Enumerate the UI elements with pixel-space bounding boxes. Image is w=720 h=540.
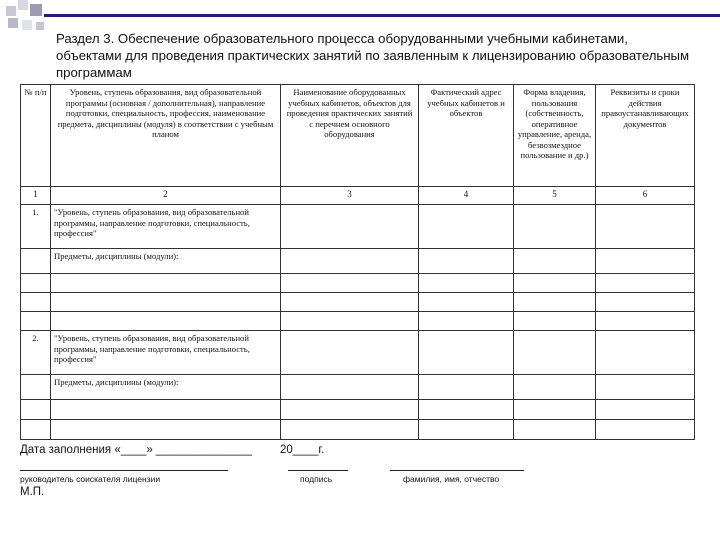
empty-cell xyxy=(419,420,514,440)
header-address: Фактический адрес учебных кабинетов и объектов xyxy=(419,85,514,187)
empty-cell xyxy=(419,293,514,312)
equipment-table xyxy=(20,84,695,440)
empty-cell xyxy=(51,400,281,420)
column-number: 2 xyxy=(51,187,281,205)
empty-cell xyxy=(514,312,596,331)
empty-cell xyxy=(281,375,419,400)
table-header-row xyxy=(21,85,695,187)
empty-cell xyxy=(281,420,419,440)
table-row xyxy=(21,293,695,312)
head-caption: руководитель соискателя лицензии xyxy=(20,474,161,484)
empty-cell xyxy=(419,274,514,293)
empty-cell xyxy=(596,331,695,375)
empty-cell xyxy=(514,274,596,293)
empty-cell xyxy=(281,400,419,420)
empty-cell xyxy=(514,249,596,274)
empty-cell xyxy=(21,293,51,312)
column-number: 5 xyxy=(514,187,596,205)
empty-cell xyxy=(419,205,514,249)
table-row xyxy=(21,312,695,331)
header-rooms: Наименование оборудованных учебных кабинетов, объектов для проведения практических занятий с перечнем основного оборудования xyxy=(281,85,419,187)
header-number: № п/п xyxy=(21,85,51,187)
name-line xyxy=(390,470,524,471)
row-index: 1. xyxy=(21,205,51,249)
empty-cell xyxy=(419,331,514,375)
table-row xyxy=(21,400,695,420)
empty-cell xyxy=(596,420,695,440)
table-row xyxy=(21,205,695,249)
column-number: 6 xyxy=(596,187,695,205)
table-row xyxy=(21,249,695,274)
empty-cell xyxy=(514,375,596,400)
empty-cell xyxy=(51,274,281,293)
head-signature-line xyxy=(20,470,228,471)
table-row xyxy=(21,331,695,375)
empty-cell xyxy=(419,312,514,331)
table-row xyxy=(21,274,695,293)
table-row xyxy=(21,375,695,400)
empty-cell xyxy=(51,312,281,331)
column-number: 4 xyxy=(419,187,514,205)
empty-cell xyxy=(21,249,51,274)
empty-cell xyxy=(281,249,419,274)
empty-cell xyxy=(21,400,51,420)
section-heading: Раздел 3. Обеспечение образовательного процесса оборудованными учебными кабинетами, объектами для проведения практических занятий по заявленным к лицензированию образовательным программам xyxy=(56,31,690,80)
empty-cell xyxy=(419,375,514,400)
year-label: 20____г. xyxy=(280,444,325,456)
subjects-label-cell: Предметы, дисциплины (модули): xyxy=(51,375,281,400)
column-number-row xyxy=(21,187,695,205)
empty-cell xyxy=(596,249,695,274)
empty-cell xyxy=(514,400,596,420)
empty-cell xyxy=(514,293,596,312)
header-documents: Реквизиты и сроки действия правоустанавливающих документов xyxy=(596,85,695,187)
empty-cell xyxy=(21,420,51,440)
empty-cell xyxy=(514,331,596,375)
empty-cell xyxy=(21,312,51,331)
signature-line xyxy=(288,470,348,471)
empty-cell xyxy=(514,205,596,249)
empty-cell xyxy=(596,293,695,312)
table-row xyxy=(21,420,695,440)
empty-cell xyxy=(281,205,419,249)
empty-cell xyxy=(281,274,419,293)
empty-cell xyxy=(281,331,419,375)
program-level-cell: "Уровень, ступень образования, вид образовательной программы, направление подготовки, специальность, профессия" xyxy=(51,331,281,375)
subjects-label-cell: Предметы, дисциплины (модули): xyxy=(51,249,281,274)
fill-date-label: Дата заполнения «____» _______________ xyxy=(20,444,252,456)
empty-cell xyxy=(21,375,51,400)
empty-cell xyxy=(596,205,695,249)
header-ownership: Форма владения, пользования (собственность, оперативное управление, аренда, безвозмездное пользование и др.) xyxy=(514,85,596,187)
signature-caption: подпись xyxy=(300,474,333,484)
column-number: 3 xyxy=(281,187,419,205)
empty-cell xyxy=(281,293,419,312)
header-program: Уровень, ступень образования, вид образовательной программы (основная / дополнительная), направление подготовки, специальность, профессия, наименование предмета, дисциплины (модуля) в соответствии с учебным планом xyxy=(51,85,281,187)
empty-cell xyxy=(419,249,514,274)
empty-cell xyxy=(596,375,695,400)
empty-cell xyxy=(514,420,596,440)
stamp-label: М.П. xyxy=(20,486,45,498)
empty-cell xyxy=(51,420,281,440)
corner-decoration xyxy=(0,0,60,50)
empty-cell xyxy=(281,312,419,331)
row-index: 2. xyxy=(21,331,51,375)
program-level-cell: "Уровень, ступень образования, вид образовательной программы, направление подготовки, специальность, профессия" xyxy=(51,205,281,249)
title-rule xyxy=(44,14,720,17)
name-caption: фамилия, имя, отчество xyxy=(403,474,500,484)
empty-cell xyxy=(596,312,695,331)
column-number: 1 xyxy=(21,187,51,205)
empty-cell xyxy=(596,400,695,420)
empty-cell xyxy=(419,400,514,420)
empty-cell xyxy=(21,274,51,293)
empty-cell xyxy=(596,274,695,293)
empty-cell xyxy=(51,293,281,312)
